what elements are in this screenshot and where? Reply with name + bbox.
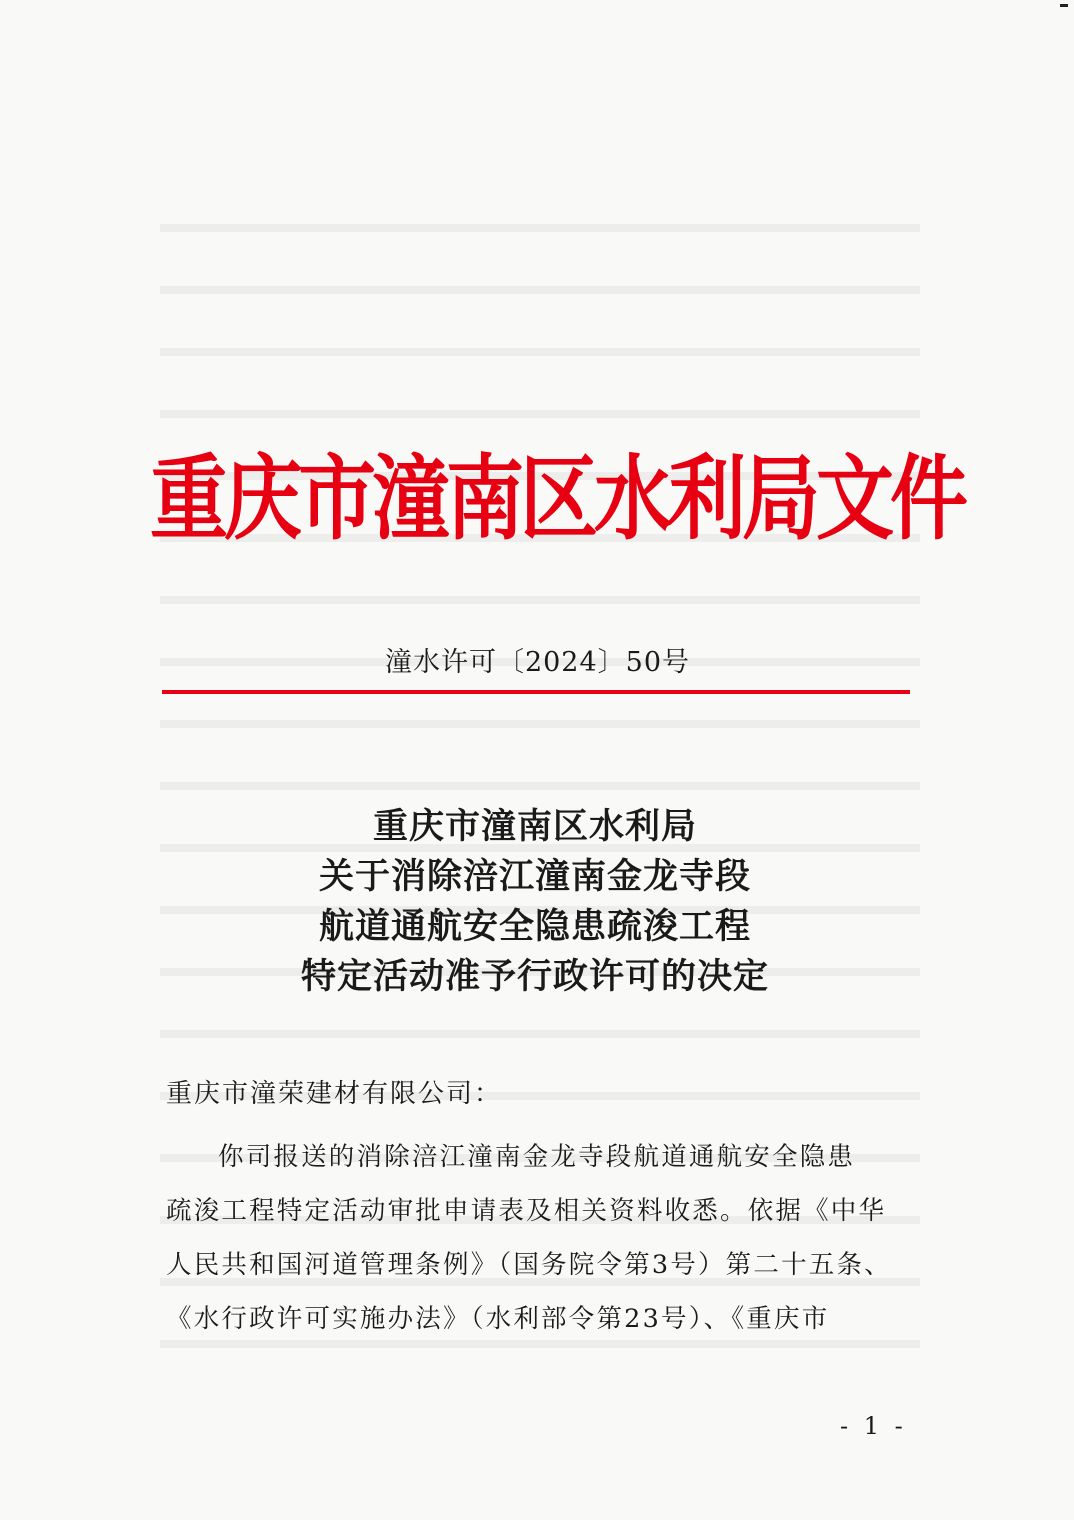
decision-title bbox=[160, 802, 910, 1002]
body-line: 人民共和国河道管理条例》（国务院令第3号）第二十五条、 bbox=[166, 1250, 892, 1280]
document-number: 潼水许可〔2024〕50号 bbox=[384, 647, 691, 678]
body-line: 《水行政许可实施办法》（水利部令第23号）、《重庆市 bbox=[166, 1304, 830, 1334]
body-line: 疏浚工程特定活动审批申请表及相关资料收悉。依据《中华 bbox=[166, 1196, 887, 1226]
scan-corner-mark bbox=[1060, 4, 1068, 7]
document-header-title: 重庆市潼南区水利局文件 bbox=[150, 446, 965, 554]
recipient-salutation: 重庆市潼荣建材有限公司： bbox=[166, 1079, 503, 1109]
body-line: 你司报送的消除涪江潼南金龙寺段航道通航安全隐患 bbox=[218, 1142, 856, 1172]
title-line: 重庆市潼南区水利局 bbox=[372, 806, 697, 847]
title-line: 特定活动准予行政许可的决定 bbox=[300, 956, 769, 997]
body-paragraph bbox=[166, 1130, 911, 1346]
page-number: - 1 - bbox=[840, 1412, 907, 1440]
red-separator-rule bbox=[162, 690, 910, 694]
title-line: 航道通航安全隐患疏浚工程 bbox=[318, 906, 751, 947]
title-line: 关于消除涪江潼南金龙寺段 bbox=[318, 856, 751, 897]
